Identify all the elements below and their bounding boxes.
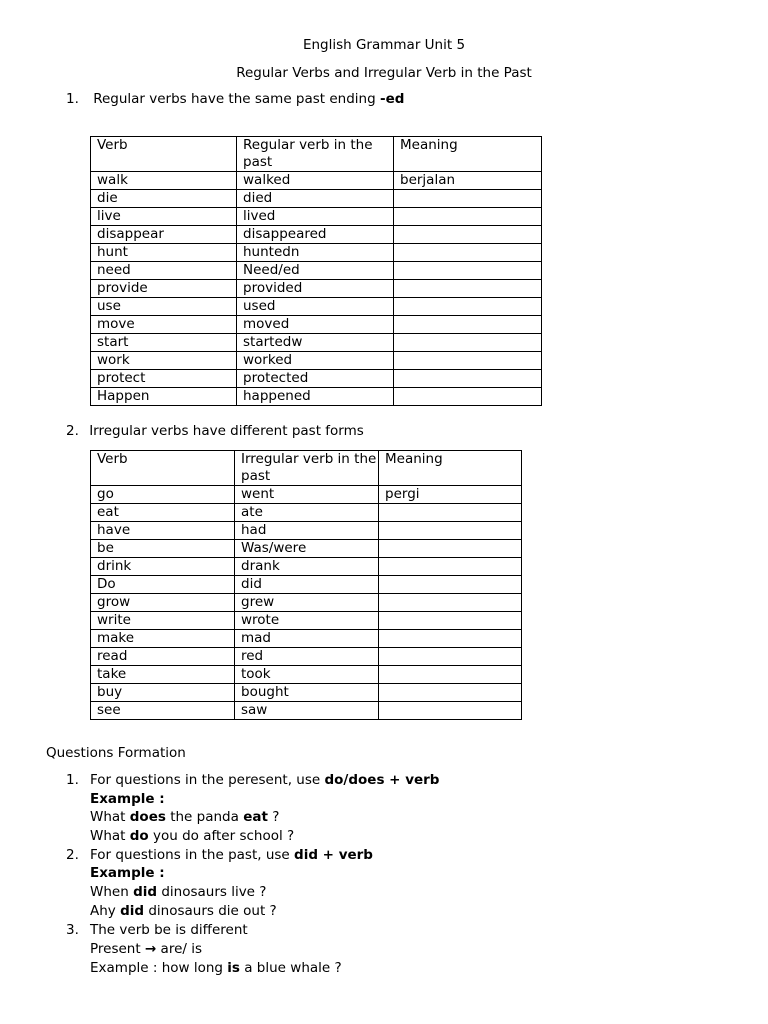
irregular-table-cell: write [91, 612, 235, 630]
regular-table-header-cell: Verb [91, 137, 237, 172]
irregular-table-cell: had [235, 522, 379, 540]
section1-bold: -ed [379, 91, 405, 107]
regular-table-cell: disappear [91, 226, 237, 244]
table-row [91, 576, 522, 594]
table-row [91, 352, 542, 370]
irregular-table-cell: buy [91, 684, 235, 702]
regular-table-cell [394, 226, 542, 244]
regular-table-cell: live [91, 208, 237, 226]
irregular-table-cell: be [91, 540, 235, 558]
irregular-table-cell: bought [235, 684, 379, 702]
arrow-right-icon: → [144, 941, 157, 957]
regular-table-cell [394, 262, 542, 280]
table-row [91, 370, 542, 388]
table-row [91, 540, 522, 558]
section2-number: 2. [66, 423, 79, 439]
table-row [91, 666, 522, 684]
regular-table-cell: die [91, 190, 237, 208]
item3-text: The verb be is different [90, 922, 248, 938]
irregular-table-cell: pergi [379, 486, 522, 504]
item1-bold: do/does + verb [324, 772, 440, 788]
regular-table-cell: disappeared [237, 226, 394, 244]
table-row [91, 190, 542, 208]
document-subtitle: Regular Verbs and Irregular Verb in the Past [236, 65, 532, 81]
irregular-table-cell: go [91, 486, 235, 504]
regular-table-cell [394, 316, 542, 334]
irregular-table-cell: take [91, 666, 235, 684]
table-row [91, 280, 542, 298]
regular-table-cell: protected [237, 370, 394, 388]
irregular-table-cell: took [235, 666, 379, 684]
irregular-table-cell [379, 522, 522, 540]
item1-text: For questions in the peresent, use [90, 772, 325, 788]
regular-table-cell [394, 370, 542, 388]
table-row [91, 612, 522, 630]
table-row [91, 648, 522, 666]
irregular-table-cell: drink [91, 558, 235, 576]
regular-verbs-table [90, 136, 542, 406]
item2-example-2: Ahy did dinosaurs die out ? [90, 903, 277, 919]
irregular-table-cell: make [91, 630, 235, 648]
irregular-table-cell [379, 558, 522, 576]
table-row [91, 208, 542, 226]
regular-table-cell [394, 298, 542, 316]
irregular-table-cell [379, 612, 522, 630]
regular-table-cell: Need/ed [237, 262, 394, 280]
item1-example-2: What do you do after school ? [90, 828, 295, 844]
section1-number: 1. [66, 91, 79, 107]
irregular-table-cell: wrote [235, 612, 379, 630]
item2-bold: did + verb [294, 847, 373, 863]
irregular-table-cell: red [235, 648, 379, 666]
section2-heading [66, 422, 364, 440]
regular-table-cell: huntedn [237, 244, 394, 262]
question-item-3 [66, 921, 248, 939]
question-item-1 [66, 771, 440, 789]
section2-text: Irregular verbs have different past forms [89, 423, 364, 439]
regular-table-cell: start [91, 334, 237, 352]
regular-table-cell: lived [237, 208, 394, 226]
regular-table-cell: walk [91, 172, 237, 190]
table-row [91, 702, 522, 720]
table-row [91, 594, 522, 612]
section1-text: Regular verbs have the same past ending [93, 91, 380, 107]
irregular-table-cell: did [235, 576, 379, 594]
table-row [91, 172, 542, 190]
irregular-verbs-table [90, 450, 522, 720]
regular-table-cell: need [91, 262, 237, 280]
table-row [91, 558, 522, 576]
regular-table-cell [394, 244, 542, 262]
regular-table-cell: walked [237, 172, 394, 190]
item2-example-label: Example : [90, 865, 165, 881]
table-row [91, 334, 542, 352]
regular-table-cell: move [91, 316, 237, 334]
regular-table-cell: used [237, 298, 394, 316]
irregular-table-header-row [91, 451, 522, 486]
regular-table-cell: provide [91, 280, 237, 298]
regular-table-cell: hunt [91, 244, 237, 262]
irregular-table-cell [379, 648, 522, 666]
table-row [91, 486, 522, 504]
table-row [91, 262, 542, 280]
irregular-table-cell: drank [235, 558, 379, 576]
irregular-table-cell: saw [235, 702, 379, 720]
regular-table-header-row [91, 137, 542, 172]
irregular-table-header-cell: Verb [91, 451, 235, 486]
irregular-table-cell [379, 576, 522, 594]
regular-table-header-cell: Meaning [394, 137, 542, 172]
irregular-table-cell: grew [235, 594, 379, 612]
regular-table-cell: provided [237, 280, 394, 298]
table-row [91, 630, 522, 648]
irregular-table-cell: Do [91, 576, 235, 594]
document-title: English Grammar Unit 5 [302, 37, 466, 53]
section1-heading [66, 90, 404, 108]
regular-table-cell: startedw [237, 334, 394, 352]
irregular-table-cell [379, 540, 522, 558]
irregular-table-cell [379, 684, 522, 702]
item1-example-1: What does the panda eat ? [90, 809, 280, 825]
regular-table-cell: berjalan [394, 172, 542, 190]
regular-table-cell: use [91, 298, 237, 316]
table-row [91, 298, 542, 316]
table-row [91, 316, 542, 334]
irregular-table-cell: eat [91, 504, 235, 522]
regular-table-header-cell: Regular verb in the past [237, 137, 394, 172]
irregular-table-cell [379, 666, 522, 684]
table-row [91, 684, 522, 702]
regular-table-cell [394, 334, 542, 352]
regular-table-cell: worked [237, 352, 394, 370]
regular-table-cell: protect [91, 370, 237, 388]
irregular-table-cell: see [91, 702, 235, 720]
irregular-table-cell [379, 504, 522, 522]
table-row [91, 226, 542, 244]
irregular-table-cell [379, 702, 522, 720]
irregular-table-cell: have [91, 522, 235, 540]
table-row [91, 522, 522, 540]
regular-table-cell: moved [237, 316, 394, 334]
irregular-table-cell: Was/were [235, 540, 379, 558]
irregular-table-cell: read [91, 648, 235, 666]
regular-table-cell [394, 352, 542, 370]
table-row [91, 388, 542, 406]
regular-table-cell [394, 190, 542, 208]
table-row [91, 504, 522, 522]
item3-present-line: Present → are/ is [90, 941, 203, 957]
irregular-table-header-cell: Irregular verb in the past [235, 451, 379, 486]
item2-text: For questions in the past, use [90, 847, 295, 863]
item1-example-label: Example : [90, 791, 165, 807]
irregular-table-cell [379, 630, 522, 648]
item2-example-1: When did dinosaurs live ? [90, 884, 267, 900]
table-row [91, 244, 542, 262]
irregular-table-cell: ate [235, 504, 379, 522]
regular-table-cell [394, 280, 542, 298]
item3-number: 3. [66, 922, 79, 938]
item2-number: 2. [66, 847, 79, 863]
item3-example: Example : how long is a blue whale ? [90, 960, 342, 976]
question-item-2 [66, 846, 373, 864]
regular-table-cell: Happen [91, 388, 237, 406]
regular-table-cell [394, 208, 542, 226]
item1-number: 1. [66, 772, 79, 788]
irregular-table-cell: mad [235, 630, 379, 648]
regular-table-cell: work [91, 352, 237, 370]
regular-table-cell [394, 388, 542, 406]
questions-heading: Questions Formation [46, 745, 186, 761]
regular-table-cell: died [237, 190, 394, 208]
irregular-table-cell: grow [91, 594, 235, 612]
regular-table-cell: happened [237, 388, 394, 406]
irregular-table-header-cell: Meaning [379, 451, 522, 486]
irregular-table-cell [379, 594, 522, 612]
irregular-table-cell: went [235, 486, 379, 504]
